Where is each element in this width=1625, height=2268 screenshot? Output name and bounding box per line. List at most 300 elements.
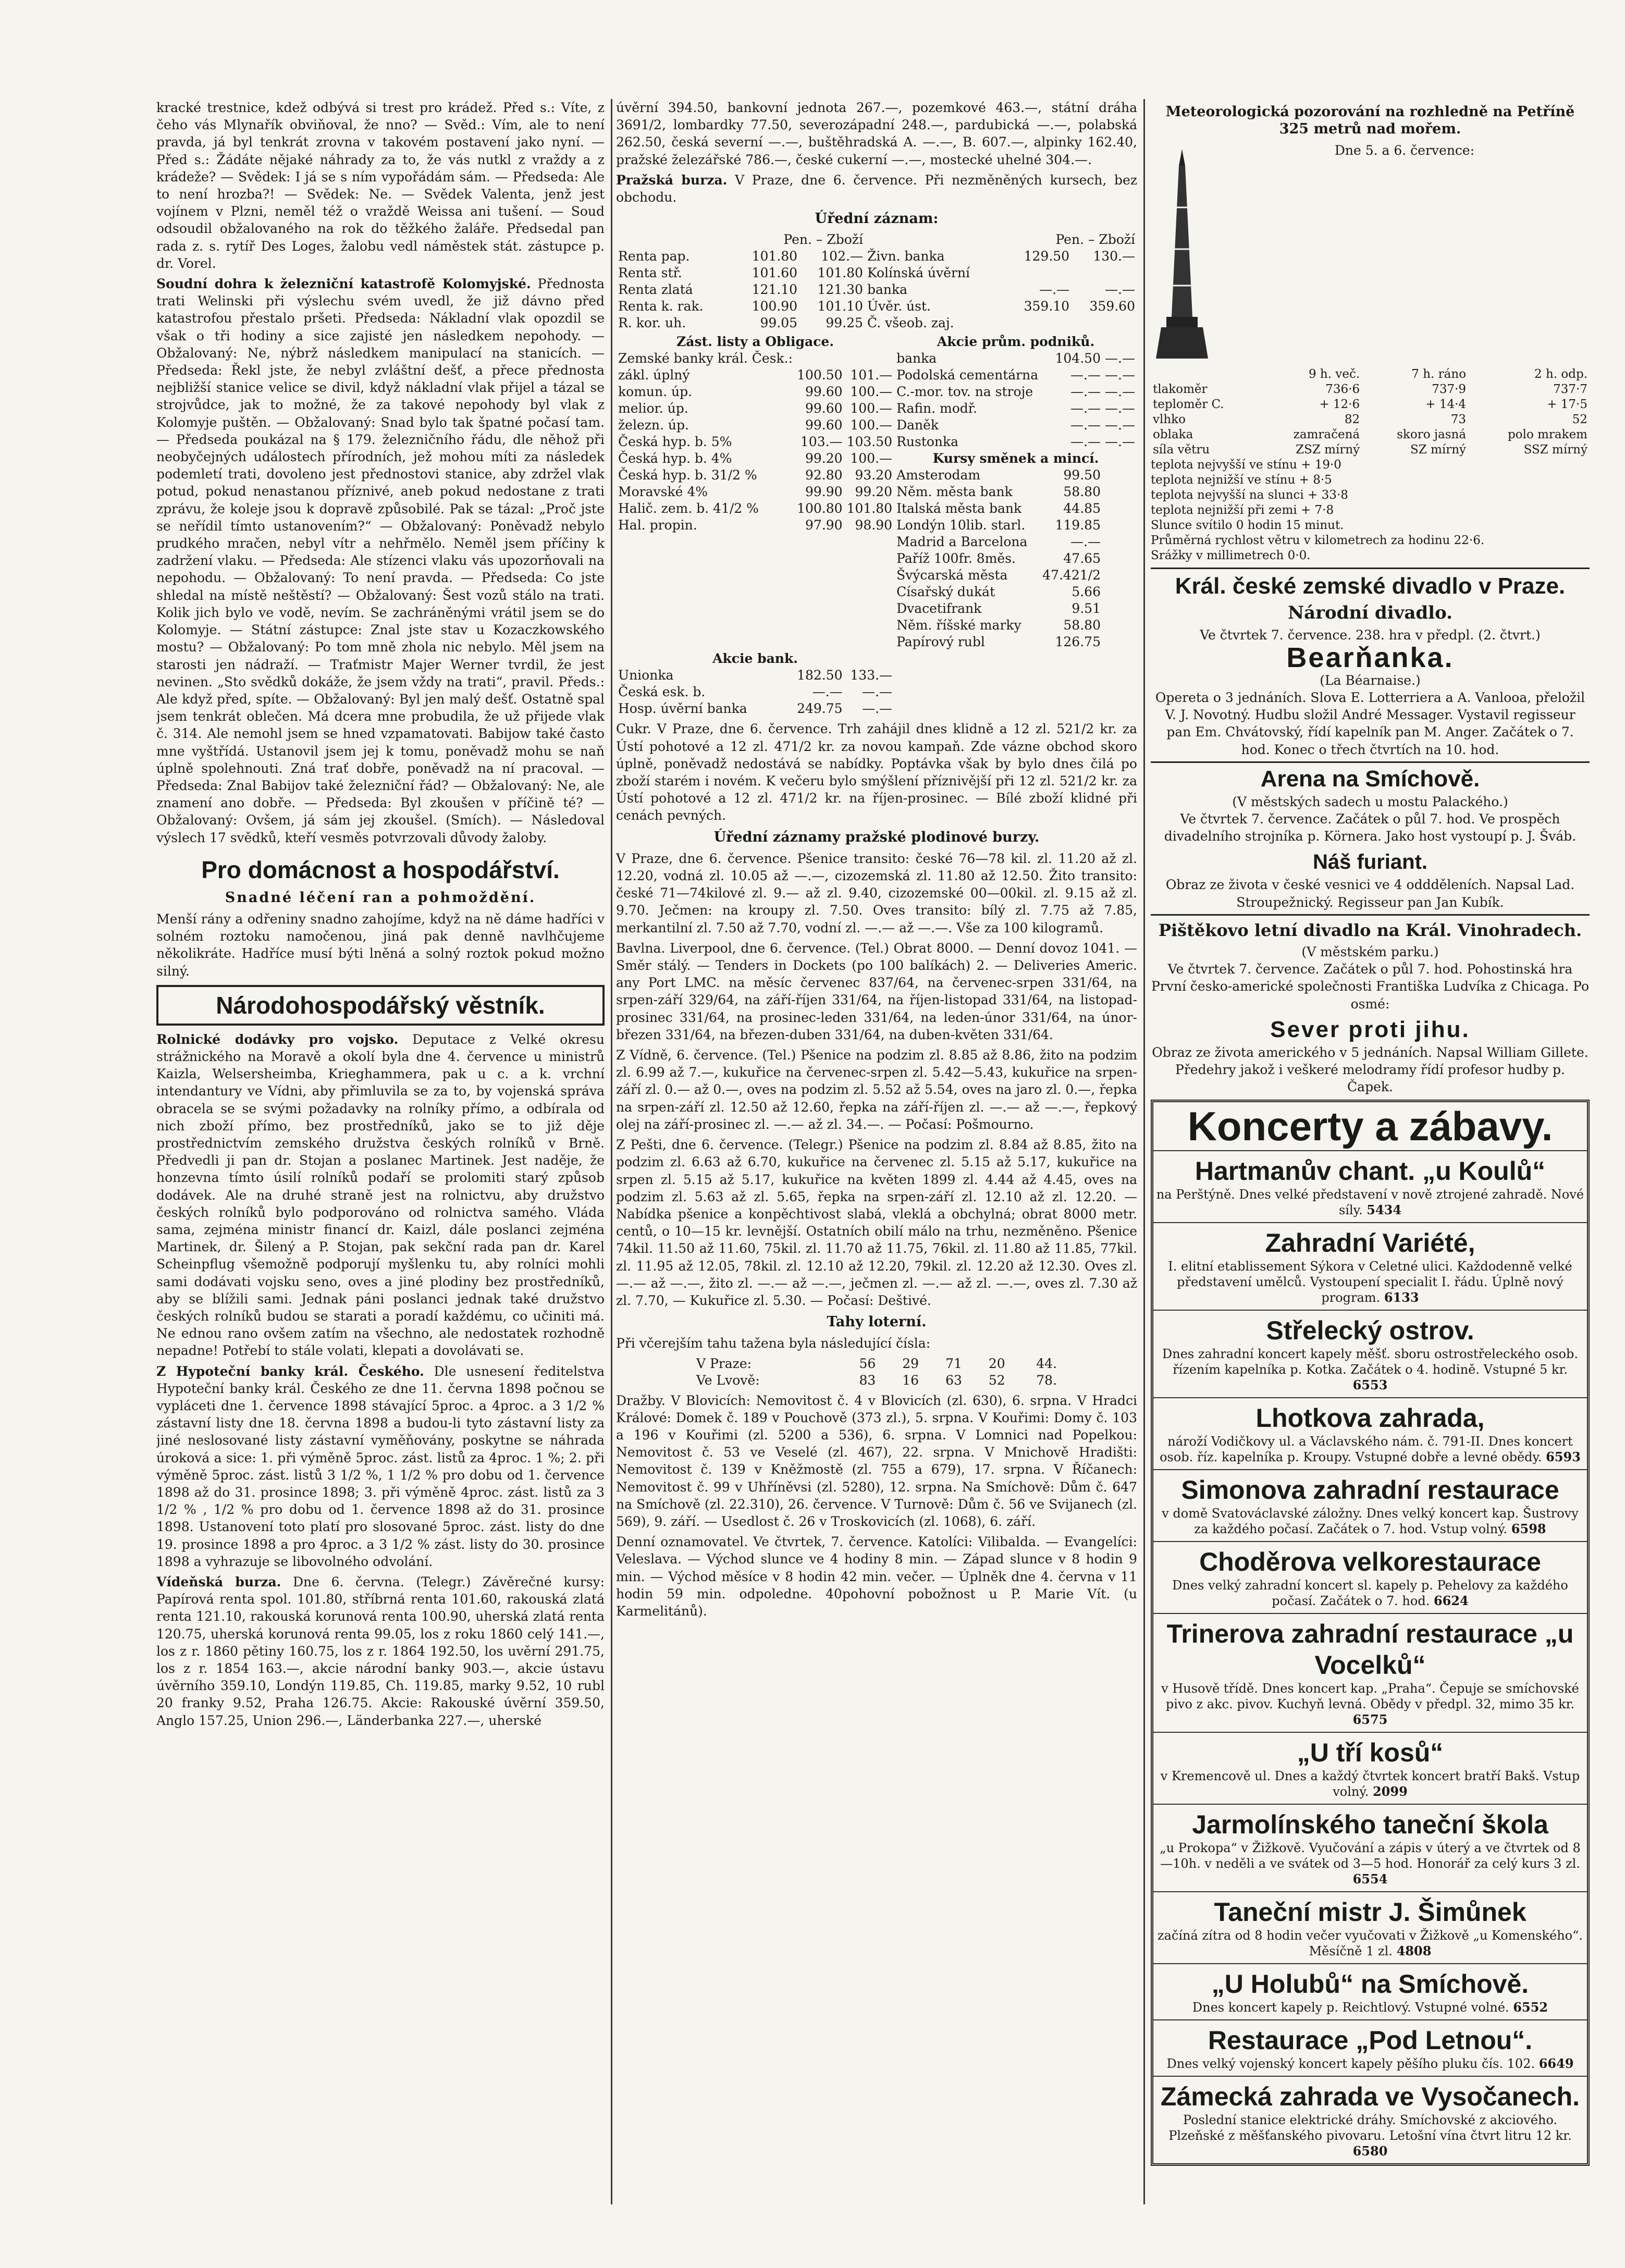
shares-cell [1103,584,1137,600]
shares-cell: Švýcarská města [896,568,1008,583]
shares-cell: —.— [1070,367,1101,383]
arena-desc: Obraz ze života v české vesnici ve 4 oddděleních. Napsal Lad. Stroupežnický. Regisseur pan Jan Kubík. [1165,877,1575,910]
shares-cell: 126.75 [1055,634,1101,650]
ad-text: Dnes velký vojenský koncert kapely pěšího pluku čís. 102. 6649 [1166,2056,1574,2072]
rates-col-head: Pen. – Zboží [1055,232,1135,248]
shares-cell: Amsterodam [896,467,981,483]
ad-text: Dnes zahradní koncert kapely měšť. sboru ostrostřeleckého osob. řízením kapelníka p. Kotka. Začátek o 4. hodině. Vstupné 5 kr. 6553 [1162,1347,1578,1393]
shares-cell: banka [896,351,937,366]
summer-theatre-name: Pištěkovo letní divadlo na Král. Vinohradech. [1158,920,1582,940]
ad-number: 6553 [1352,1377,1388,1393]
lottery-row [694,1355,1059,1372]
rates-cell [1006,315,1072,331]
shares-cell: Londýn 10lib. starl. [896,517,1026,533]
lists-cell [795,550,845,567]
bank-share-cell: Česká esk. b. [618,684,706,700]
summer-theatre-info: Ve čtvrtek 7. července. Začátek o půl 7. hod. Pohostinská hra První česko-americké společnosti Františka Ludvíka z Chicaga. Po osmé: [1151,962,1589,1012]
rates-cell: 101.60 [752,265,798,281]
ad-title: Lhotkova zahrada, [1255,1403,1485,1433]
meteo-cell: polo mrakem [1508,428,1587,442]
theatre-play-sub: (La Béarnaise.) [1320,672,1421,688]
shares-cell [1103,517,1137,534]
summer-theatre-sub: (V městském parku.) [1301,944,1439,960]
theatre-name: Král. české zemské divadlo v Praze. [1175,573,1566,599]
shares-cell: Paříž 100fr. 8měs. [896,551,1016,566]
lottery-cell: 83 [859,1372,876,1388]
pest-produce: Z Pešti, dne 6. července. (Telegr.) Pšenice na podzim zl. 8.84 až 8.85, žito na podzim zl. 6.63 až 6.70, kukuřice na červenec zl. 5.15 až 5.17, kukuřice na srpen zl. 5.15 až 5.17, kukuřice na květen 1899 zl. 4.44 až 4.45, oves na podzim zl. 5.63 až zl. 5.65, řepka na srpen-září zl. 12.10 až zl. 12.20. — Nabídka pšenice a konpěchtivost slabá, vleklá a obchylná; obrat 8000 metr. centů, o 10—15 kr. levnější. Ostatních obilí málo na trhu, nezměněno. Pšenice 74kil. 11.50 až 11.60, 75kil. zl. 11.70 až 11.75, 76kil. zl. 11.80 až 11.85, 77kil. zl. 11.95 až 12.05, 78kil. zl. 12.10 až 12.20, 79kil. zl. 12.20 až 12.30. Oves zl. —.— až —.—, žito zl. —.— až —.—, ječmen zl. —.— až zl. —.—, oves zl. 7.30 až zl. 7.70, — Kukuřice zl. 5.30. — Počasí: Deštivé. [616,1137,1137,1308]
lottery-cell: 71 [945,1355,962,1371]
ad-text: Dnes koncert kapely p. Reichtlový. Vstupné volné. 6552 [1192,2000,1548,2015]
ad-block [1153,1613,1587,1732]
lists-cell [845,600,895,617]
shares-cell: 9.51 [1072,601,1101,617]
lists-cell: 100.— [850,384,893,400]
rates-cell: Úvěr. úst. [867,299,931,314]
lists-cell [616,550,795,567]
lists-cell: 99.20 [805,451,843,466]
ad-number: 6575 [1352,1712,1388,1728]
lists-row [616,600,1137,617]
lists-cell: 99.20 [855,484,893,500]
lists-cell: 101.— [850,367,893,383]
meteo-date: Dne 5. a 6. července: [1334,143,1475,158]
shares-cell: 44.85 [1063,501,1101,516]
ad-block [1153,1541,1587,1613]
ad-number: 6624 [1433,1593,1469,1609]
lists-row [616,467,1137,484]
meteo-row [1151,412,1590,427]
meteo-cell: ZSZ mírný [1296,443,1360,457]
lists-cell [795,350,845,367]
shares-cell: —.— [1105,367,1135,383]
shares-cell: Madrid a Barcelona [896,534,1028,550]
shares-cell: 47.65 [1063,551,1101,566]
lists-cell [845,550,895,567]
bank-share-cell: —.— [812,684,843,700]
shares-cell: —.— [1070,534,1101,550]
lists-cell [845,584,895,600]
lists-table [616,334,1137,717]
meteo-row [1151,397,1590,412]
lists-cell: 97.90 [805,517,843,533]
bank-share-cell: 182.50 [797,668,843,683]
ad-title: Střelecký ostrov. [1266,1316,1474,1346]
produce-text: V Praze, dne 6. července. Pšenice transito: české 76—78 kil. zl. 11.20 až zl. 12.20, vodná zl. 10.05 až —.—, cizozemská zl. 11.80 až 12.50. Žito transito: české 71—74kilové zl. 9.— až zl. 9.40, cizozemské 00—00kil. zl. 9.15 až zl. 9.70. Ječmen: na kroupy zl. 7.50. Oves transito: bílý zl. 7.75 až 7.85, merkantilní zl. 7.50 až 7.70, vodní zl. —.— až —.—. Vše za 100 kilogramů. [616,850,1137,935]
lists-row [616,634,1137,650]
theatre-desc: Opereta o 3 jednáních. Slova E. Lotterriera a A. Vanlooa, přeložil V. J. Novotný. Hudbu složil André Messager. Vystavil regisseur pan Em. Chvátovský, řídí kapelník pan M. Anger. Začátek o 7. hod. Konec o třech čtvrtích na 10. hod. [1155,690,1585,757]
economy-article-1 [156,1031,605,1360]
lists-cell: 99.60 [805,401,843,416]
ad-number: 6598 [1511,1521,1546,1537]
economy-text-2: Dle usnesení ředitelstva Hypoteční banky král. Českého ze dne 11. června 1898 počnou se vypláceti dne 1. července 1898 stávající 5proc. a 4proc. a 3 1/2 % zástavní listy dne 18. června 1898 a budou-li tyto zástavní listy za jiné neslosované listy zástavní vyměňovány, poskytne se náhrada úroková a sice: 1. při výměně 5proc. zást. listů za 4proc. 1 %; 2. při výměně 5proc. zást. listů 3 1/2 %, 1 1/2 % pro dobu od 1. července 1898 až do 31. prosince 1898; 3. při výměně 4proc. zást. listů za 3 1/2 % ‚ 1/2 % pro dobu od 1. července 1898 až do 31. prosince 1898. Ustanovení toto platí pro slosované 5proc. zást. listy do dne 19. prosince 1898 a pro 4proc. a 3 1/2 % zást. listy do 30. prosince 1898 a vyhrazuje se libovolného odvolání. [156,1363,605,1569]
ad-block [1153,1804,1587,1891]
rates-cell: Živn. banka [867,249,945,264]
concerts-heading: Koncerty a zábavy. [1187,1103,1553,1150]
rates-row [616,315,1137,331]
rates-cell: R. kor. uh. [618,315,686,331]
lists-row [616,567,1137,584]
bank-share-cell: 133.— [850,668,893,683]
ad-number: 6133 [1384,1290,1419,1305]
ad-block [1153,1469,1587,1541]
lists-cell: Česká hyp. b. 4% [618,451,732,466]
household-text: Menší rány a odřeniny snadno zahojíme, když na ně dáme hadříci v solném roztoku namočenou, jiná pak denně navlhčujeme několikráte. Hadříce musí býti lněná a solný roztok pokud možno silný. [156,911,605,979]
newspaper-page [156,99,1595,2204]
column-middle [616,99,1137,2204]
lists-row [616,500,1137,517]
bank-share-row [616,684,1137,700]
shares-cell: —.— [1105,434,1135,450]
ad-title: Hartmanův chant. „u Koulů“ [1195,1156,1546,1186]
ad-title: Trinerova zahradní restaurace „u Vocelků“ [1166,1619,1574,1680]
arena-sub: (V městských sadech u mostu Palackého.) [1232,794,1508,809]
bank-share-cell: Unionka [618,668,674,683]
meteo-row [1151,442,1590,458]
rates-cell: 130.— [1093,249,1135,264]
rates-cell: 99.25 [826,315,863,331]
shares-cell [1103,634,1137,650]
lists-row [616,617,1137,634]
column-rule [611,99,612,2204]
rates-cell: 121.10 [752,282,798,298]
meteo-table [1151,367,1590,458]
shares-cell: C.-mor. tov. na stroje [896,384,1033,400]
ad-number: 6554 [1352,1871,1388,1887]
lists-row [616,400,1137,417]
daily-calendar: Denní oznamovatel. Ve čtvrtek, 7. července. Katolíci: Vilibalda. — Evangelíci: Veleslava. — Východ slunce ve 4 hodiny 8 min. — Západ slunce v 8 hodin 9 min. — Východ měsíce v 8 hodin 42 min. večer. — Úplněk dne 4. června v 11 hodin 59 min. odpoledne. 40pohovní pobožnost u P. Marie Vít. (u Karmelitánů). [616,1534,1137,1619]
fx-heading: Kursy směnek a mincí. [932,451,1099,466]
ad-block [1153,1732,1587,1804]
lists-row [616,517,1137,534]
ad-block [1153,1891,1587,1963]
lists-cell [795,617,845,634]
lists-cell [795,584,845,600]
bank-share-row [616,667,1137,684]
meteo-cell: 52 [1572,413,1587,427]
meteo-extra-line: teplota nejvyšší na slunci + 33·8 [1151,488,1348,502]
summer-theatre-desc: Obraz ze života amerického v 5 jednáních. Napsal William Gillete. Předehry jakož i veškeré melodramy řídí profesor hudby p. Čapek. [1152,1044,1589,1095]
ad-block [1153,1310,1587,1397]
meteo-extra-line: teplota nejnižší při zemi + 7·8 [1151,503,1334,517]
shares-cell: 47.421/2 [1042,568,1101,583]
shares-cell: 104.50 [1055,351,1101,366]
ad-number: 2099 [1372,1784,1408,1799]
ad-number: 5434 [1367,1202,1402,1218]
rates-cell: Kolínská úvěrní [867,265,970,281]
ads-list [1153,1150,1587,2163]
bank-share-cell: Hosp. úvěrní banka [618,701,747,717]
lists-cell [845,567,895,584]
rates-cell: 101.10 [817,299,863,314]
rates-cell: 102.— [821,249,863,264]
lists-row [616,434,1137,450]
shares-cell: Podolská cementárna [896,367,1039,383]
shares-cell: 58.80 [1063,618,1101,633]
ad-text: v domě Svatováclavské záložny. Dnes velký koncert kap. Šustrovy za každého počasí. Začátek o 7. hod. Vstup volný. 6598 [1162,1506,1579,1537]
ad-title: „U Holubů“ na Smíchově. [1211,1969,1529,1999]
prague-heading: Pražská burza. [616,172,728,188]
column-left [156,99,605,2204]
bank-share-row [616,700,1137,717]
petrin-tower-icon [1151,145,1213,364]
ad-title: Zámecká zahrada ve Vysočanech. [1160,2082,1580,2112]
lists-cell [845,534,895,550]
rates-cell: Renta k. rak. [618,299,704,314]
lists-cell: Moravské 4% [618,484,708,500]
vienna-text: Dne 6. června. (Telegr.) Závěrečné kursy: Papírová renta spol. 101.80, stříbrná renta 101.60, rakouská zlatá renta 121.10, rakouská korunová renta 100.90, uherská zlatá renta 120.75, uherská korunová renta 99.05, los z roku 1860 celý 141.—, los z r. 1860 pětiny 160.75, los z r. 1864 192.50, los uvěrní 291.75, los z r. 1854 163.—, akcie národní banky 903.—, akcie ústavu úvěrního 359.10, Londýn 119.85, Ch. 119.85, marky 9.52, 10 rubl 20 franky 9.52, Praha 126.75. Akcie: Rakouské úvěrní 359.50, Anglo 157.25, Union 296.—, Länderbanka 227.—, uherské [156,1574,605,1728]
lottery-cell: V Praze: [696,1355,752,1371]
shares-cell: Dvacetifrank [896,601,982,617]
meteo-cell: síla větru [1153,443,1210,457]
lists-cell: Hal. propin. [618,517,697,533]
shares-cell [1103,467,1137,484]
lists-cell [845,350,895,367]
lists-cell [616,600,795,617]
lists-cell [616,617,795,634]
household-subheading: Snadné léčení ran a pohmoždění. [225,889,536,906]
household-heading: Pro domácnost a hospodářství. [201,856,560,883]
rates-cell: Renta zlatá [618,282,693,298]
shares-cell: Rafin. modř. [896,401,977,416]
lists-cell [795,634,845,650]
economy-sub-1: Rolnické dodávky pro vojsko. [156,1031,399,1047]
meteo-cell: + 12·6 [1319,398,1360,412]
lists-cell: Halič. zem. b. 41/2 % [618,501,759,516]
shares-cell [1103,567,1137,584]
shares-cell: Císařský dukát [896,584,995,600]
ad-block [1153,1150,1587,1222]
ad-text: na Perštýně. Dnes velké představení v nově ztrojené zahradě. Nové síly. 5434 [1156,1187,1584,1218]
ad-title: „U tří kosů“ [1297,1738,1444,1768]
rates-table [616,231,1137,331]
lottery-cell: Ve Lvově: [696,1372,760,1388]
bank-share-cell: 249.75 [797,701,843,717]
vienna-produce: Z Vídně, 6. července. (Tel.) Pšenice na podzim zl. 8.85 až 8.86, žito na podzim zl. 6.99 až 7.—, kukuřice na červenec-srpen zl. 5.42—5.43, kukuřice na srpen-září zl. 0.— až 0.—, oves na podzim zl. 5.52 až 5.54, oves na jaro zl. 0.—, řepka na srpen-září zl. 12.50 až 12.60, řepka na září-říjen zl. —.— až —.—, řepkový olej na září-prosinec zl. —.— až zl. 34.—. — Počasí: Pošmourno. [616,1047,1137,1132]
court-text: Přednosta trati Welinski při výslechu svém uvedl, že již dávno před katastrofou přestalo pršeti. Předseda: Nákladní vlak opozdil se však o tři hodiny a sice zajisté jen následkem nepohody. — Obžalovaný: Ne, nýbrž následkem manipulací na stanicích. — Předseda: Řekl jste, že nebyl zvláštní dešť, a přece přednosta nejbližší stanice velice se divil, když nákladní vlak přijel a tázal se strojvůdce, jak to možné, že za takové nepohody byl vlak z Kolomyje puštěn. — Obžalovaný: Snad bylo tak špatné počasí tam. — Předseda poukázal na § 179. železničního řádu, dle něhož při neobyčejných událostech přírodních, jež mohou míti za následek podemletí trati, dovoleno jest přednostovi stanice, aby zdržel vlak potud, pokud nenastanou příznivé, aneb pokud nedostane z trati zprávu, že koleje jsou k dopravě způsobilé. Pak se tázal: „Proč jste se neřídil tímto ustanovením?“ — Obžalovaný: Poněvadž nebylo prudkého mračen, nebyl vítr a nehřmělo. Neměl jsem příčiny k zadržení vlaku. — Předseda: Ale stízenci vlaku vás upozorňovali na nepohodu. — Obžalovaný: To není pravda. — Předseda: Co jste shledal na místě neštěstí? — Obžalovaný: Šest vozů stálo na trati. Kolik jich bylo ve vodě, nevím. Se zachráněnými vrátil jsem se do Kolomyje. — Státní zástupce: Znal jste stav u Kozaczkowského mostu? — Obžalovaný: Po tom mně zhola nic nebylo. Měl jsem na starosti jen nádraží. — Traťmistr Majer Werner tvrdil, že jest nevinen. „Sto svědků dokáže, že jsem vždy na trati“, pravil. Předs.: Ale když před, spíte. — Obžalovaný: Byl jen malý dešť. Ostatně spal jsem tenkrát oblečen. Má dcera mne probudila, že už přijede vlak č. 314. Ale nemohl jsem se hned vzpamatovati. Babijow také často mne vyštřídá. Ustanovil jsem jej k tomu, poněvadž mohu se naň úplně spolehnouti. Zná trať dobře, poněvadž na ní pracoval. — Předseda: Znal Babijov také železniční řád? — Obžalovaný: Ne, ale znamení ano dobře. — Předseda: Byl zkoušen v příčině té? — Obžalovaný: Ovšem, já sám jej zkoušel. (Smích). — Následoval výslech 17 svědků, kteří vesměs potvrzovali důvody žaloby. [156,276,605,845]
shares-cell: —.— [1070,434,1101,450]
lottery-cell: 56 [859,1355,876,1371]
rates-cell: 121.30 [817,282,863,298]
meteo-col: 9 h. več. [1308,367,1360,381]
bank-shares-heading: Akcie bank. [712,651,798,667]
meteo-cell: 736·6 [1325,383,1360,397]
ad-title: Restaurace „Pod Letnou“. [1208,2026,1533,2055]
ad-title: Zahradní Variété, [1265,1228,1475,1258]
rates-cell: 359.10 [1024,299,1070,314]
rates-row [616,265,1137,281]
meteo-cell: 737·7 [1553,383,1587,397]
shares-cell: 58.80 [1063,484,1101,500]
rates-cell: —.— [1039,282,1070,298]
lists-cell: 100.— [850,451,893,466]
lists-cell: Zemské banky král. Česk.: [618,351,793,366]
theatre-play: Bearňanka. [1286,642,1454,673]
rates-cell: Renta pap. [618,249,690,264]
lists-cell [616,534,795,550]
meteo-cell: 737·9 [1432,383,1467,397]
meteo-extra-line: teplota nejnižší ve stínu + 8·5 [1151,473,1332,487]
lottery-cell: 44. [1036,1355,1057,1371]
rates-cell: 129.50 [1024,249,1070,264]
rates-row [616,298,1137,315]
lists-cell [795,534,845,550]
meteo-cell: vlhko [1153,413,1186,427]
prague-text: V Praze, dne 6. července. Při nezměněných kursech, bez obchodu. [616,172,1137,205]
lists-cell [616,584,795,600]
rates-heading: Úřední záznam: [815,211,939,227]
ad-title: Jarmolínského taneční škola [1192,1810,1548,1840]
arena-play: Náš furiant. [1312,850,1428,874]
lists-cell: 103.— [800,434,843,450]
shares-cell: Italská města bank [896,501,1022,516]
meteo-extra-line: Průměrná rychlost větru v kilometrech za hodinu 22·6. [1151,534,1485,548]
shares-cell: Daněk [896,417,939,433]
summer-theatre-play: Sever proti jihu. [1270,1016,1470,1042]
ad-title: Simonova zahradní restaurace [1181,1475,1559,1505]
cotton-report: Bavlna. Liverpool, dne 6. července. (Tel.) Obrat 8000. — Denní dovoz 1041. — Směr stálý. — Tenders in Dockets (po 100 balíkách) 2. — Deliveries Americ. any Port LMC. na měsíc červenec 837/64, na červenec-srpen 331/64, na srpen-září 329/64, na září-říjen 331/64, na říjen-listopad 331/64, na listopad-prosinec 331/64, na prosinec-leden 331/64, na leden-únor 331/64, na únor-březen 331/64, na březen-duben 331/64, na duben-květen 331/64. [616,940,1137,1042]
lists-cell [795,600,845,617]
shares-cell [1103,550,1137,567]
ad-text: v Husově třídě. Dnes koncert kap. „Praha“. Čepuje se smíchovské pivo z akc. pivov. Kuchyň levná. Obědy v předpl. 32, mimo 35 kr. 6575 [1161,1681,1579,1728]
lists-row [616,584,1137,600]
meteo-cell: oblaka [1153,428,1193,442]
shares-cell: —.— [1070,384,1101,400]
lottery-text: Při včerejším tahu tažena byla následující čísla: [616,1336,931,1351]
economy-text-1: Deputace z Velké okresu strážnického na Moravě a okolí byla dne 4. července u ministrů Kaizla, Welsersheimba, Krieghammera, pak u c. a k. vrchní intendantury ve Vídni, aby přimluvila se za to, by vojenská správa obracela se se svými požadavky na rolníky přímo, a odbírala od nich zboží přímo, bez prostředníků, jako se to již děje prostřednictvím zemského družstva českých rolníků v Brně. Předvedli ji pan dr. Stojan a poslanec Martinek. Jest naděje, že honzevna tímto úsilí rolníků podaří se prolomiti starý způsob dodávek. Ale na druhé straně jest na rolnictvu, aby družstvo českých rolníků bylo podporováno od rolnictva samého. Vláda sama, zejména ministr financí dr. Kaizl, dále poslanci zejména Martinek, dr. Šilený a P. Stojan, pak sekční rada pan dr. Karel Scheinpflug všemožně podporují myšlenku tu, aby rolníci mohli sami dodávati vojsku seno, oves a jiné plodiny bez prostředníků, aby se blížili sami. Jednak páni poslanci jednak také družstvo českých rolníků budou se starati a poradí každému, co učiniti má. Ne ednou rano ovšem zatím na všechno, ale nedostatek rozhodně nepadne! Potřebí to stále volati, klepati a dovolávati se. [156,1031,605,1359]
rates-cell [1072,265,1137,281]
shares-cell [1103,617,1137,634]
vienna-heading: Vídeňská burza. [156,1574,281,1590]
theatre-sub: Národní divadlo. [1287,602,1453,624]
meteo-cell: 82 [1344,413,1360,427]
shares-cell: —.— [1105,417,1135,433]
meteo-extra-line: Srážky v millimetrech 0·0. [1151,549,1311,563]
ad-number: 6593 [1546,1449,1581,1465]
rates-cell [1006,265,1072,281]
arena-name: Arena na Smíchově. [1260,766,1480,792]
vienna-exchange [156,1573,605,1729]
lists-cell: komun. úp. [618,384,693,400]
lists-row [616,367,1137,384]
ad-text: nároží Vodičkovy ul. a Václavského nám. č. 791-II. Dnes koncert osob. říz. kapelníka p. Kroupy. Vstupné dobře a levné obědy. 6593 [1160,1434,1581,1465]
lists-cell: 93.20 [855,467,893,483]
meteo-extra-line: teplota nejvyšší ve stínu + 19·0 [1151,458,1341,472]
lists-cell: 98.90 [855,517,893,533]
shares-cell: Něm. říšské marky [896,618,1021,633]
rates-cell: banka [867,282,908,298]
rates-cell [1072,315,1137,331]
lists-heading: Zást. listy a Obligace. [676,334,834,350]
ad-number: 6649 [1538,2056,1574,2072]
ad-text: začíná zítra od 8 hodin večer vyučovati v Žižkově „u Komenského“. Měsíčně 1 zl. 4808 [1157,1928,1583,1959]
ad-title: Choděrova velkorestaurace [1199,1547,1541,1577]
meteo-cell: + 17·5 [1547,398,1587,412]
meteo-cell: 73 [1450,413,1467,427]
shares-cell [1103,534,1137,550]
lists-cell: 99.90 [805,484,843,500]
meteo-cell: SZ mírný [1410,443,1467,457]
rates-col-head: Pen. – Zboží [783,232,863,248]
rates-cell: Č. všeob. zaj. [867,315,954,331]
ad-number: 4808 [1396,1943,1432,1959]
meteo-extra [1151,458,1590,563]
meteo-cell: teploměr C. [1153,398,1224,412]
lists-cell: 100.50 [797,367,843,383]
rates-cell: 101.80 [817,265,863,281]
produce-heading: Úřední záznamy pražské plodinové burzy. [713,829,1040,845]
sugar-report: Cukr. V Praze, dne 6. července. Trh zahájil dnes klidně a 12 zl. 521/2 kr. za Ústí pohotové a 12 zl. 471/2 kr. za novou kampaň. Zde vázne obchod skoro úplně, poněvadž nedostává se nabídky. Poptávka však by bylo dnes čilá po zboží starém i novém. K večeru bylo smýšlení příznivější při 12 zl. 521/2 kr. za Ústí pohotové a 12 zl. 471/2 kr. na říjen-prosinec. — Bílé zboží klidné při cenách pevných. [616,721,1137,823]
lists-cell [616,634,795,650]
lists-row [616,484,1137,500]
lists-cell: 103.50 [846,434,893,450]
lists-cell: Česká hyp. b. 31/2 % [618,467,757,483]
court-article [156,275,605,846]
arena-info: Ve čtvrtek 7. července. Začátek o půl 7. hod. Ve prospěch divadelního strojníka p. Körnera. Jako host vystoupí p. J. Šváb. [1164,811,1577,844]
lists-row [616,550,1137,567]
column-rule [1143,99,1145,2204]
lottery-row [694,1372,1059,1389]
meteo-cell: tlakoměr [1153,383,1208,397]
ad-block [1153,2076,1587,2163]
meteo-col: 7 h. ráno [1411,367,1467,381]
vienna-continued: úvěrní 394.50, bankovní jednota 267.—, pozemkové 463.—, státní dráha 3691/2, lombardky 77.50, severozápadní 248.—, pardubická —.—, polabská 262.50, česká severní —.—, buštěhradská A. —.—, B. 607.—, alpinky 162.40, pražské železářské 786.—, české cukerní —.—, mostecké uhelné 304.—. [616,100,1137,167]
shares-cell: —.— [1105,384,1135,400]
ad-block [1153,1963,1587,2019]
shares-cell: 119.85 [1055,517,1101,533]
shares-cell: —.— [1070,401,1101,416]
ad-block [1153,2019,1587,2076]
rates-row [616,248,1137,265]
lottery-cell: 20 [988,1355,1005,1371]
meteo-extra-line: Slunce svítilo 0 hodin 15 minut. [1151,519,1344,533]
ad-text: Poslední stanice elektrické dráhy. Smíchovské z akciového. Plzeňské z měšťanského pivovaru. Letošní vína čtvrt litru 12 kr. 6580 [1168,2113,1572,2159]
prague-exchange [616,171,1137,206]
shares-cell [1103,484,1137,500]
ad-title: Taneční mistr J. Šimůnek [1214,1897,1526,1927]
rates-cell: Renta stř. [618,265,682,281]
meteo-row [1151,427,1590,442]
lottery-cell: 52 [988,1372,1005,1388]
lists-cell: 101.80 [846,501,893,516]
meteo-heading: Meteorologická pozorování na rozhledně na Petříně 325 metrů nad mořem. [1165,104,1575,138]
meteo-col: 2 h. odp. [1534,367,1587,381]
bank-share-cell: —.— [862,701,893,717]
lists-row [616,384,1137,400]
ad-text: Dnes velký zahradní koncert sl. kapely p. Pehelovy za každého počasí. Začátek o 7. hod. 6624 [1172,1578,1568,1609]
lists-cell: 100.80 [797,501,843,516]
shares-cell: —.— [1105,401,1135,416]
lists-cell [845,634,895,650]
lottery-cell: 78. [1036,1372,1057,1388]
meteo-cell: SSZ mírný [1523,443,1587,457]
lists-cell: zákl. úplný [618,367,690,383]
economy-heading: Národohospodářský věstník. [156,985,605,1026]
trial-report: kracké trestnice, kdež odbývá si trest pro krádež. Před s.: Víte, z čeho vás Mlynařík obviňoval, že nno? — Svěd.: Vím, ale to není pravda, já byl tenkrát zrovna v takovém postavení jako nyní. — Před s.: Žádáte nějaké náhrady za to, že vás nutkl z vraždy a z krádeže? — Svědek: I já se s ním vypořádám sám. — Předseda: Ale to není hrozba?! — Svědek: Ne. — Svědek Valenta, jenž jest vojínem v Plzni, neměl též o vraždě Weissa ani tušení. — Soud odsoudil obžalovaného na rok do těžkého žaláře. Předsedal pan rada z. s. rytíř Des Loges, žalobu vedl náměstek stát. zástupce p. dr. Vorel. [156,100,605,271]
lists-cell: 99.60 [805,384,843,400]
lottery-table [694,1355,1059,1389]
ad-text: v Kremencově ul. Dnes a každý čtvrtek koncert bratří Bakš. Vstup volný. 2099 [1160,1769,1580,1799]
bank-share-cell: —.— [862,684,893,700]
rates-row [616,281,1137,298]
lists-cell: melior. úp. [618,401,688,416]
shares-cell: —.— [1105,351,1135,366]
ad-text: I. elitní etablissement Sýkora v Celetné ulici. Každodenně velké představení umělců. Vystoupení specialit I. řádu. Úplně nový program. 6133 [1168,1259,1572,1305]
lists-cell: 100.— [850,417,893,433]
lists-row [616,534,1137,550]
shares-cell: 5.66 [1072,584,1101,600]
lottery-heading: Tahy loterní. [827,1314,927,1330]
lists-cell [845,617,895,634]
